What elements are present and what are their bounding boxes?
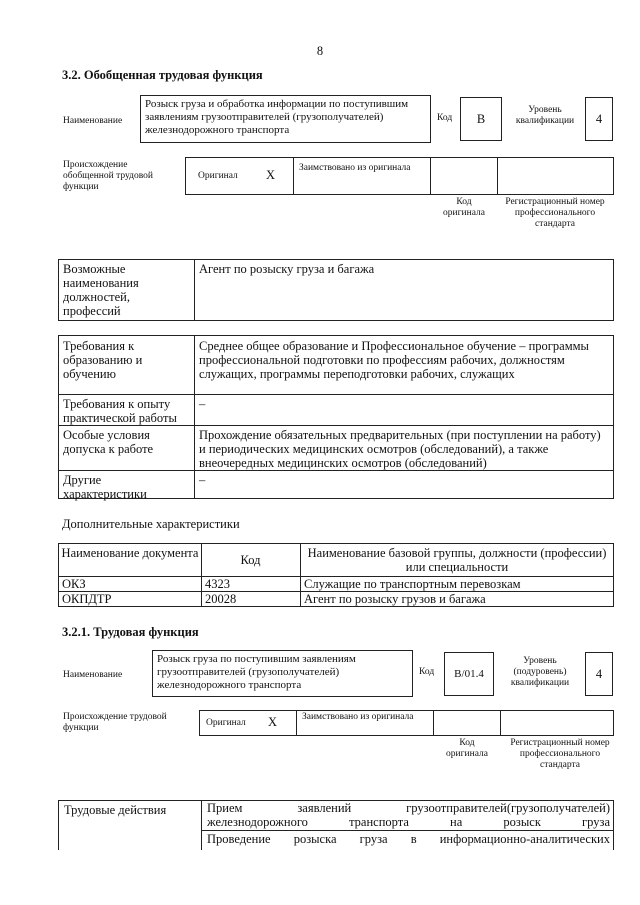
actions-label: Трудовые действия <box>64 803 167 817</box>
code-value-2: В/01.4 <box>444 652 494 696</box>
level-value-2: 4 <box>585 652 613 696</box>
req-other-label: Другие характеристики <box>63 473 147 501</box>
additional-row-okpdtr-code: 20028 <box>205 592 237 606</box>
reg-number-label: Регистрационный номер профессионального стандарта <box>505 197 605 229</box>
original-mark-2: Х <box>268 715 278 729</box>
origin-label-2: Происхождение трудовой функции <box>63 712 167 733</box>
original-label-2: Оригинал <box>206 718 246 728</box>
level-label-2: Уровень (подуровень) квалификации <box>510 656 570 688</box>
code-original-label-2: Код оригинала <box>446 738 488 759</box>
original-mark: Х <box>266 168 276 182</box>
additional-row-okz-name: Служащие по транспортным перевозкам <box>304 577 521 591</box>
name-label: Наименование <box>63 116 123 126</box>
action-item-1: Прием заявлений грузоотправителей(грузополучателей) железнодорожного транспорта на розыск груза <box>207 801 610 829</box>
additional-header-group: Наименование базовой группы, должности (профессии) или специальности <box>307 546 607 574</box>
action-item-2-wrap <box>207 832 610 846</box>
positions-value: Агент по розыску груза и багажа <box>199 262 375 276</box>
borrowed-label-2: Заимствовано из оригинала <box>302 712 414 722</box>
labor-function-name-value: Розыск груза по поступившим заявлениям грузоотправителей (грузополучателей) железнодорожного транспорта <box>157 653 356 691</box>
req-experience-value: – <box>199 397 206 411</box>
action-item-2: Проведение розыска груза в информационно-аналитических <box>207 832 610 846</box>
page-number: 8 <box>316 44 324 58</box>
name-label-2: Наименование <box>63 670 123 680</box>
code-label: Код <box>437 113 453 123</box>
function-name-box <box>140 95 431 143</box>
additional-row-okpdtr-doc: ОКПДТР <box>62 592 112 606</box>
labor-function-name-box <box>152 650 413 697</box>
section-heading: 3.2. Обобщенная трудовая функция <box>62 68 263 82</box>
additional-header-code: Код <box>240 553 261 567</box>
level-label: Уровень квалификации <box>515 105 575 126</box>
code-original-label: Код оригинала <box>443 197 485 218</box>
subsection-heading: 3.2.1. Трудовая функция <box>62 625 199 639</box>
borrowed-label: Заимствовано из оригинала <box>299 163 411 173</box>
code-label-2: Код <box>419 667 435 677</box>
original-label: Оригинал <box>198 171 238 181</box>
positions-label: Возможные наименования должностей, профессий <box>63 262 139 318</box>
req-experience-label: Требования к опыту практической работы <box>63 397 177 425</box>
action-item-1a <box>207 801 610 829</box>
req-education-value: Среднее общее образование и Профессиональное обучение – программы профессиональной подготовки по профессиям рабочих, должностям служащих, программы переподготовки рабочих, служащих <box>199 339 589 381</box>
req-other-value: – <box>199 473 206 487</box>
additional-title: Дополнительные характеристики <box>62 517 240 531</box>
additional-row-okz-code: 4323 <box>205 577 230 591</box>
req-education-label: Требования к образованию и обучению <box>63 339 143 381</box>
req-special-value: Прохождение обязательных предварительных (при поступлении на работу) и периодических медицинских осмотров (обследований), а также внеочередных медицинских осмотров (обследований) <box>199 428 601 470</box>
additional-row-okpdtr-name: Агент по розыску грузов и багажа <box>304 592 486 606</box>
reg-number-label-2: Регистрационный номер профессионального стандарта <box>510 738 610 770</box>
level-value: 4 <box>585 97 613 141</box>
additional-row-okz-doc: ОКЗ <box>62 577 86 591</box>
code-value: В <box>460 97 502 141</box>
additional-header-doc: Наименование документа <box>61 546 199 560</box>
req-special-label: Особые условия допуска к работе <box>63 428 154 456</box>
origin-label: Происхождение обобщенной трудовой функции <box>63 160 153 192</box>
function-name-value: Розыск груза и обработка информации по поступившим заявлениям грузоотправителей (грузополучателей) железнодорожного транспорта <box>145 98 409 136</box>
